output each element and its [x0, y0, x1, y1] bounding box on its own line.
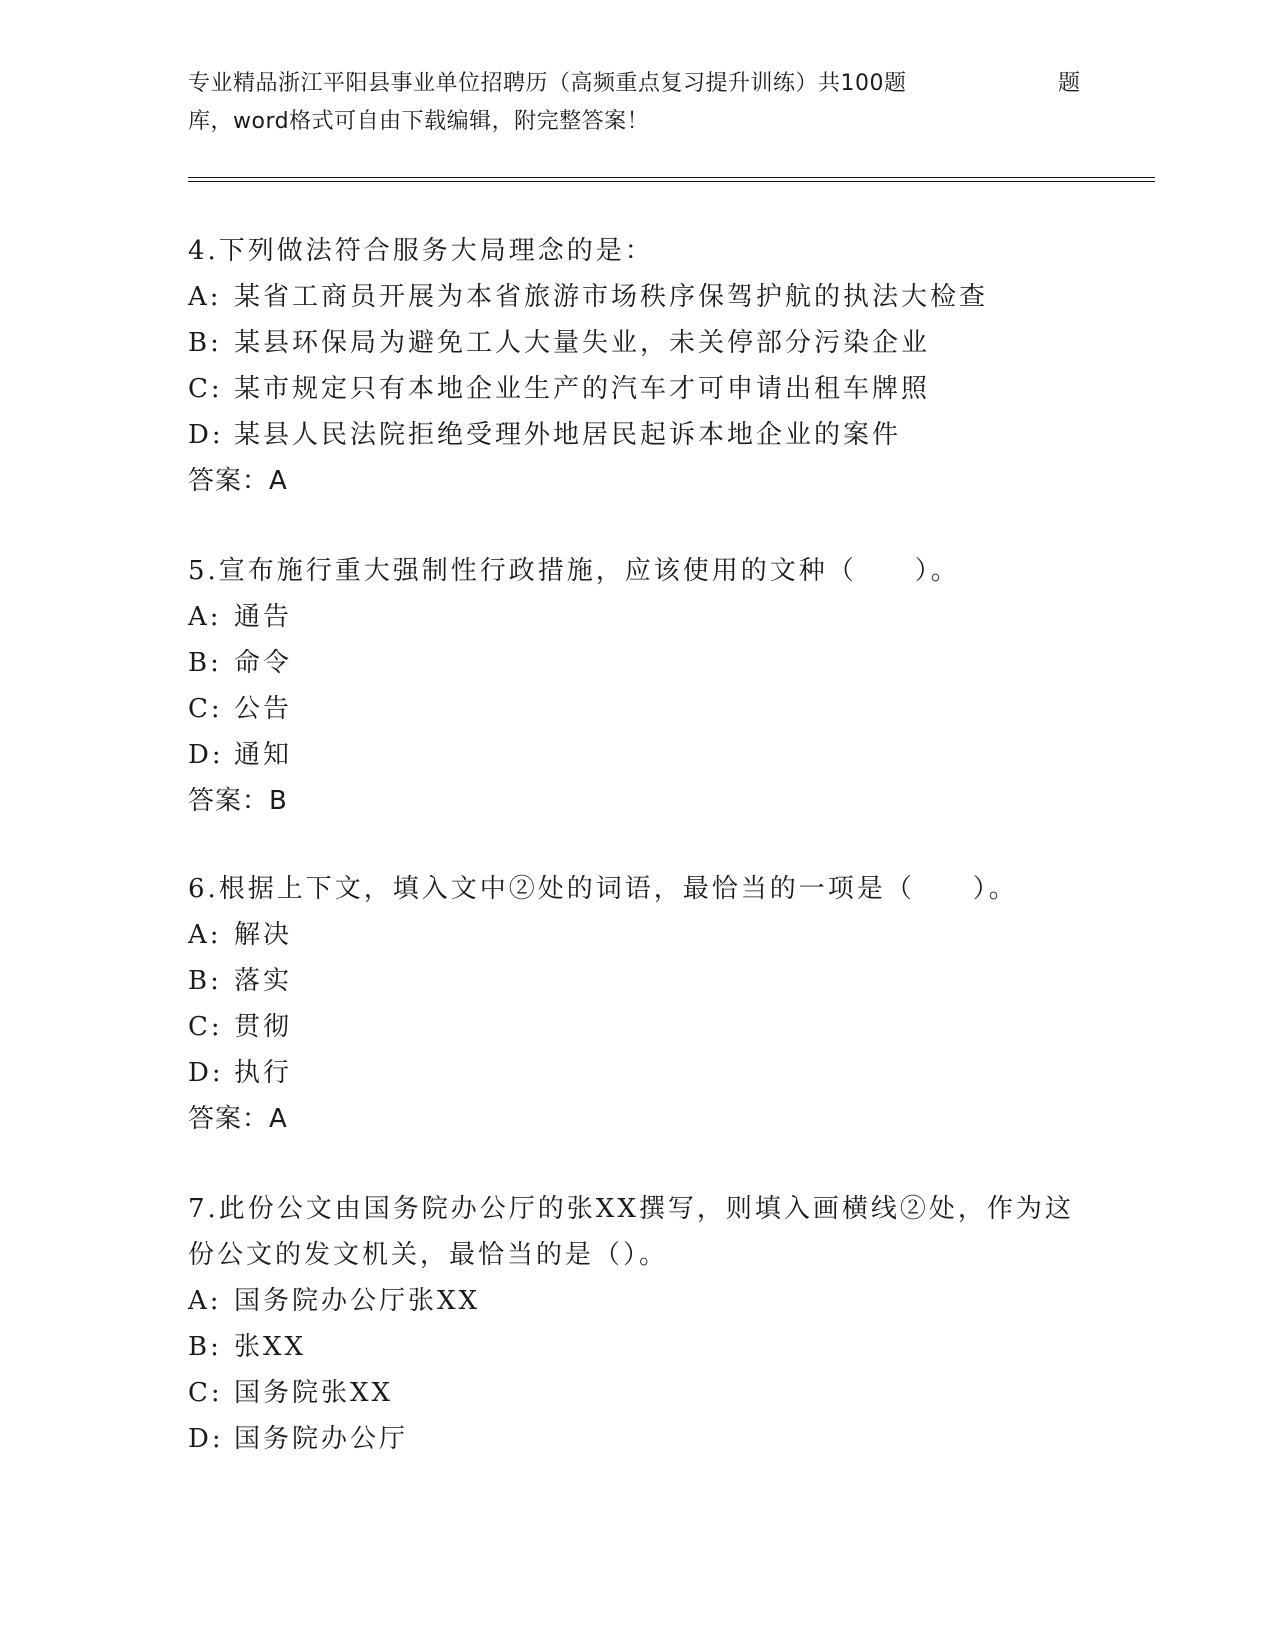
question-stem: 4.下列做法符合服务大局理念的是：	[188, 236, 654, 266]
option-key: D:	[188, 1058, 224, 1088]
option-text: 公告	[234, 694, 293, 724]
option-b[interactable]	[188, 320, 1118, 366]
header-title-tail: 题	[1058, 71, 1081, 96]
question-7	[188, 1186, 1118, 1462]
option-text: 解决	[234, 920, 293, 950]
question-stem-line1: 7.此份公文由国务院办公厅的张XX撰写，则填入画横线②处，作为这	[188, 1194, 1074, 1224]
option-text: 张XX	[234, 1332, 307, 1362]
option-b[interactable]	[188, 1324, 1118, 1370]
option-d[interactable]	[188, 1416, 1118, 1462]
question-6	[188, 866, 1118, 1142]
option-key: B:	[188, 648, 222, 678]
question-4	[188, 228, 1118, 504]
option-b[interactable]	[188, 640, 1118, 686]
option-key: A:	[188, 1286, 222, 1316]
option-key: D:	[188, 740, 224, 770]
option-c[interactable]	[188, 686, 1118, 732]
option-key: D:	[188, 1424, 224, 1454]
option-text: 执行	[234, 1058, 293, 1088]
option-key: B:	[188, 1332, 222, 1362]
option-text: 某市规定只有本地企业生产的汽车才可申请出租车牌照	[234, 374, 931, 404]
question-stem: 5.宣布施行重大强制性行政措施，应该使用的文种（ ）。	[188, 556, 960, 586]
option-text: 某县人民法院拒绝受理外地居民起诉本地企业的案件	[234, 420, 902, 450]
option-text: 某省工商员开展为本省旅游市场秩序保驾护航的执法大检查	[234, 282, 989, 312]
option-key: B:	[188, 328, 222, 358]
option-b[interactable]	[188, 958, 1118, 1004]
option-key: C:	[188, 694, 223, 724]
answer: 答案：B	[188, 786, 288, 816]
answer: 答案：A	[188, 466, 288, 496]
option-c[interactable]	[188, 1370, 1118, 1416]
option-a[interactable]	[188, 594, 1118, 640]
header-title-line1: 专业精品浙江平阳县事业单位招聘历（高频重点复习提升训练）共100题	[188, 71, 907, 96]
option-text: 通知	[234, 740, 293, 770]
header-title-line2: 库，word格式可自由下载编辑，附完整答案！	[188, 109, 650, 134]
option-text: 通告	[234, 602, 293, 632]
question-stem: 6.根据上下文，填入文中②处的词语，最恰当的一项是（ ）。	[188, 874, 1018, 904]
option-key: C:	[188, 1012, 223, 1042]
option-d[interactable]	[188, 1050, 1118, 1096]
option-key: D:	[188, 420, 224, 450]
header-divider	[188, 177, 1155, 182]
option-text: 命令	[234, 648, 293, 678]
answer: 答案：A	[188, 1104, 288, 1134]
option-c[interactable]	[188, 1004, 1118, 1050]
option-text: 国务院张XX	[234, 1378, 394, 1408]
option-text: 某县环保局为避免工人大量失业，未关停部分污染企业	[234, 328, 931, 358]
option-text: 国务院办公厅	[234, 1424, 409, 1454]
option-c[interactable]	[188, 366, 1118, 412]
option-a[interactable]	[188, 1278, 1118, 1324]
option-key: C:	[188, 1378, 223, 1408]
option-key: A:	[188, 920, 222, 950]
option-key: A:	[188, 282, 222, 312]
option-a[interactable]	[188, 912, 1118, 958]
option-text: 贯彻	[234, 1012, 293, 1042]
option-key: C:	[188, 374, 223, 404]
option-text: 国务院办公厅张XX	[234, 1286, 481, 1316]
question-5	[188, 548, 1118, 824]
option-d[interactable]	[188, 732, 1118, 778]
question-stem-line2: 份公文的发文机关，最恰当的是（）。	[188, 1240, 669, 1270]
option-key: B:	[188, 966, 222, 996]
option-key: A:	[188, 602, 222, 632]
option-text: 落实	[234, 966, 293, 996]
page-header	[188, 68, 1148, 148]
option-a[interactable]	[188, 274, 1118, 320]
option-d[interactable]	[188, 412, 1118, 458]
